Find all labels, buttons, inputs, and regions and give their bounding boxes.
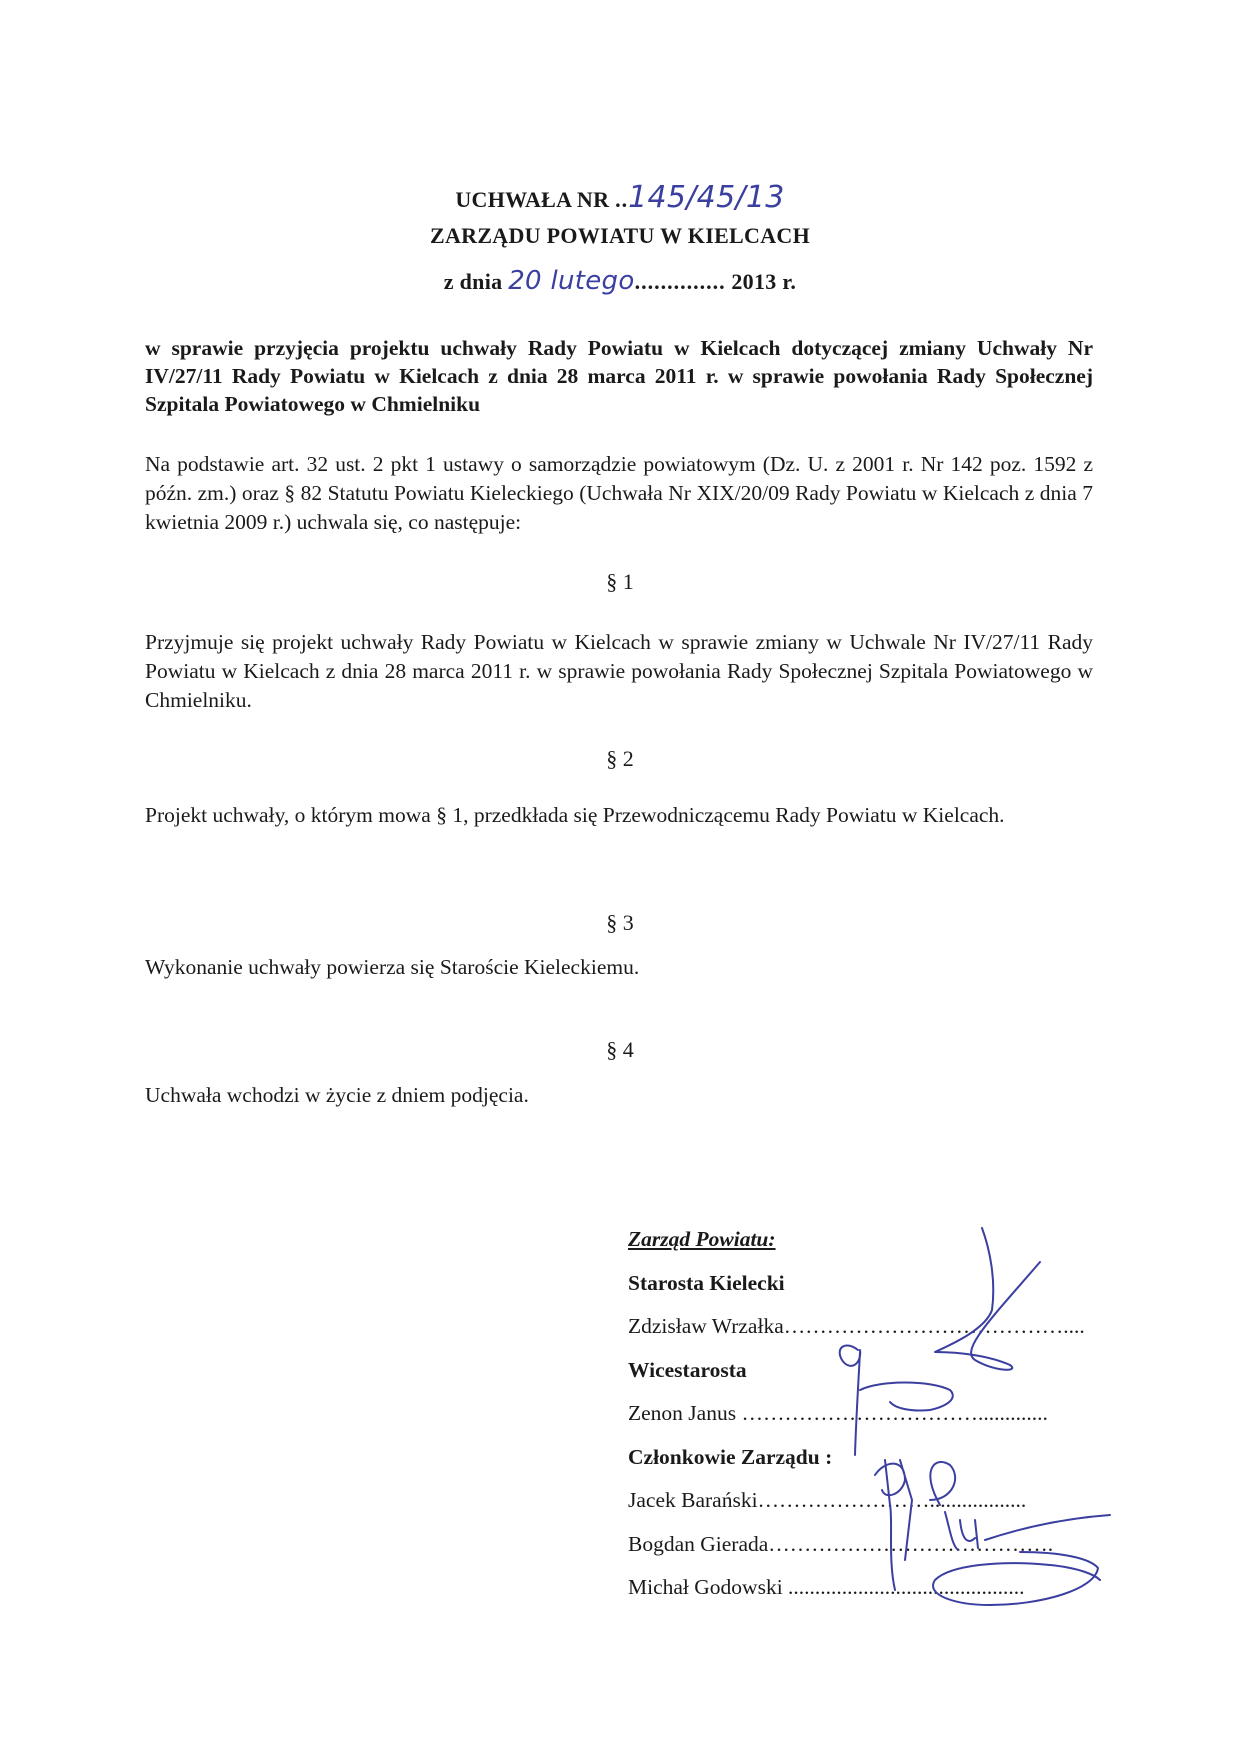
- resolution-number-handwritten: 145/45/13: [628, 180, 785, 215]
- wicestarosta-signature-line: Zenon Janus …………………………….............: [628, 1401, 1048, 1425]
- section-heading-2: § 2: [606, 746, 634, 771]
- section-text-4: Uchwała wchodzi w życie z dniem podjęcia.: [145, 1083, 529, 1107]
- date-suffix: 2013 r.: [725, 269, 797, 294]
- board-title: Zarząd Powiatu:: [628, 1227, 776, 1251]
- member-signature-line-3: Michał Godowski ............................................: [628, 1575, 1025, 1599]
- wicestarosta-label: Wicestarosta: [628, 1357, 747, 1382]
- legal-basis: Na podstawie art. 32 ust. 2 pkt 1 ustawy o samorządzie powiatowym (Dz. U. z 2001 r. Nr 142 poz. 1592 z późn. zm.) oraz § 82 Statutu Powiatu Kieleckiego (Uchwała Nr XIX/20/09 Rady Powiatu w Kielcach z dnia 7 kwietnia 2009 r.) uchwala się, co następuje:: [145, 452, 1093, 534]
- resolution-title: [0, 180, 1240, 215]
- section-heading-4: § 4: [606, 1037, 634, 1062]
- resolution-subject: w sprawie przyjęcia projektu uchwały Rady Powiatu w Kielcach dotyczącej zmiany Uchwały Nr IV/27/11 Rady Powiatu w Kielcach z dnia 28 marca 2011 r. w sprawie powołania Rady Społecznej Szpitala Powiatowego w Chmielniku: [145, 336, 1093, 416]
- section-heading-1: § 1: [606, 569, 634, 594]
- section-text-3: Wykonanie uchwały powierza się Staroście Kieleckiemu.: [145, 955, 640, 979]
- signature-block: [628, 1218, 1090, 1610]
- member-signature-line-1: Jacek Barański……………………..................: [628, 1488, 1027, 1512]
- resolution-number-dots: ..: [615, 187, 629, 212]
- date-dots: ..............: [634, 269, 726, 294]
- starosta-label: Starosta Kielecki: [628, 1270, 785, 1295]
- members-label: Członkowie Zarządu :: [628, 1444, 833, 1469]
- section-text-2: Projekt uchwały, o którym mowa § 1, przedkłada się Przewodniczącemu Rady Powiatu w Kielcach.: [145, 803, 1005, 827]
- issuing-body: ZARZĄDU POWIATU W KIELCACH: [429, 223, 811, 248]
- date-handwritten: 20 lutego: [508, 266, 635, 296]
- member-signature-line-2: Bogdan Gierada………………………………….: [628, 1531, 1054, 1556]
- starosta-signature-line: Zdzisław Wrzałka…………………………………....: [628, 1314, 1085, 1338]
- section-heading-3: § 3: [606, 910, 634, 935]
- section-text-1: Przyjmuje się projekt uchwały Rady Powiatu w Kielcach w sprawie zmiany w Uchwale Nr IV/27/11 Rady Powiatu w Kielcach z dnia 28 marca 2011 r. w sprawie powołania Rady Społecznej Szpitala Powiatowego w Chmielniku.: [145, 630, 1093, 712]
- date-prefix: z dnia: [443, 269, 509, 294]
- resolution-title-prefix: UCHWAŁA NR: [455, 187, 616, 212]
- resolution-date: [0, 266, 1240, 296]
